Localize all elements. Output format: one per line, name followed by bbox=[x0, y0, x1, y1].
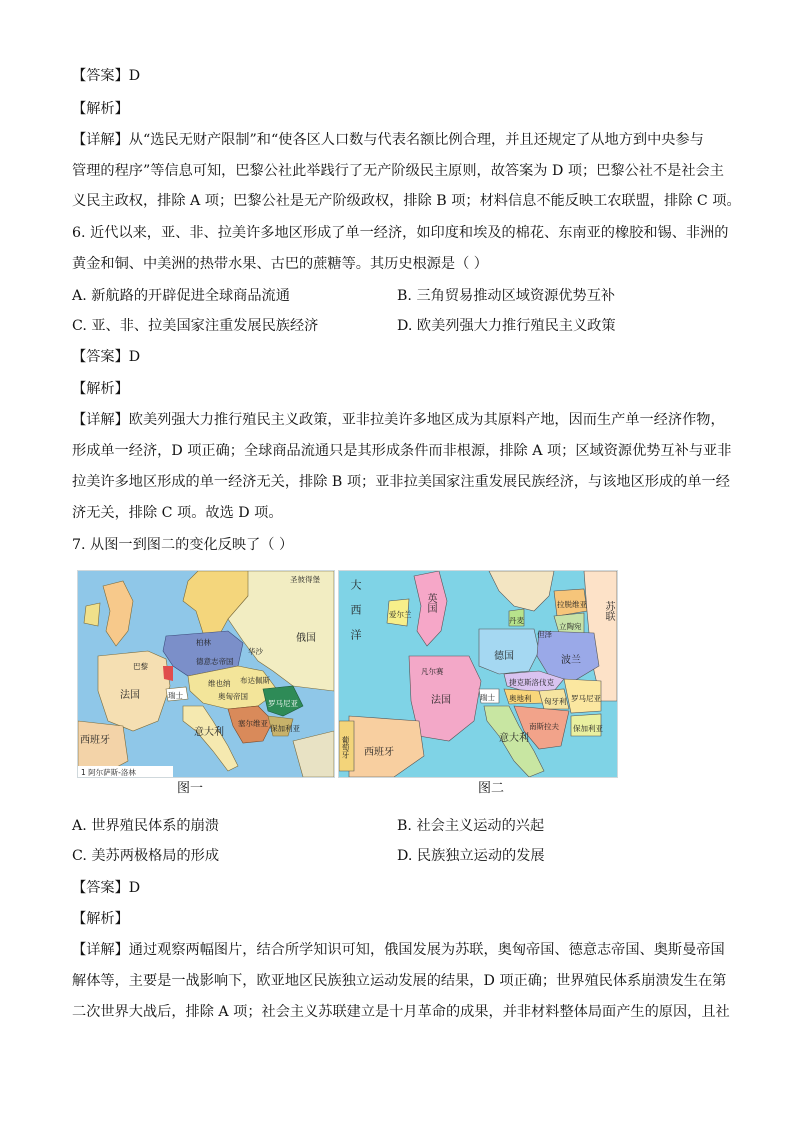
q5-detail-line: 义民主政权，排除 A 项；巴黎公社是无产阶级政权，排除 B 项；材料信息不能反映工农联盟，排除 C 项。 bbox=[72, 193, 741, 209]
q5-detail-line: 管理的程序”等信息可知，巴黎公社此举践行了无产阶级民主原则，故答案为 D 项；巴黎公社不是社会主 bbox=[72, 163, 724, 179]
map1-label: 罗马尼亚 bbox=[268, 699, 298, 708]
map2-label: 大西洋 bbox=[349, 579, 362, 654]
q6-detail-line: 济无关，排除 C 项。故选 D 项。 bbox=[72, 505, 283, 521]
map1-label: 俄国 bbox=[296, 633, 316, 644]
map1-caption: 图一 bbox=[177, 781, 204, 796]
q6-option-b: B. 三角贸易推动区域资源优势互补 bbox=[397, 288, 616, 304]
map1-label: 法国 bbox=[120, 690, 140, 701]
q7-option-b: B. 社会主义运动的兴起 bbox=[397, 818, 545, 834]
q7-option-a: A. 世界殖民体系的崩溃 bbox=[72, 818, 219, 834]
q6-stem-line: 黄金和铜、中美洲的热带水果、古巴的蔗糖等。其历史根源是（ ） bbox=[72, 256, 488, 272]
map1-label: 奥匈帝国 bbox=[218, 692, 248, 701]
map2-caption: 图二 bbox=[478, 781, 505, 796]
q6-detail-line: 形成单一经济，D 项正确；全球商品流通只是其形成条件而非根源，排除 A 项；区域资源优势互补与亚非 bbox=[72, 443, 732, 459]
q7-stem: 7. 从图一到图二的变化反映了（ ） bbox=[72, 537, 294, 553]
map2-label: 瑞士 bbox=[480, 693, 495, 702]
q6-detail-line: 拉美许多地区形成的单一经济无关，排除 B 项；亚非拉美国家注重发展民族经济，与该地区形成的单一经 bbox=[72, 474, 730, 490]
map2-label: 法国 bbox=[431, 695, 451, 706]
q6-option-d: D. 欧美列强大力推行殖民主义政策 bbox=[397, 318, 616, 334]
map1-label: 华沙 bbox=[248, 647, 263, 656]
q5-detail-line: 【详解】从“选民无财产限制”和“使各区人口数与代表名额比例合理，并且还规定了从地方到中央参与 bbox=[72, 132, 704, 148]
map1-label: 巴黎 bbox=[133, 662, 148, 671]
map2-label: 拉脱维亚 bbox=[557, 600, 587, 609]
map1-legend: 1 阿尔萨斯-洛林 bbox=[81, 768, 136, 777]
q5-answer: 【答案】D bbox=[72, 68, 141, 84]
map2-label: 保加利亚 bbox=[573, 724, 603, 733]
map2-label: 罗马尼亚 bbox=[571, 694, 601, 703]
map2-label: 波兰 bbox=[561, 655, 581, 666]
map2-label: 德国 bbox=[494, 651, 514, 662]
map-figure-two bbox=[338, 570, 618, 778]
q6-analysis-label: 【解析】 bbox=[72, 381, 129, 397]
q6-option-a: A. 新航路的开辟促进全球商品流通 bbox=[72, 288, 290, 304]
map2-label: 但泽 bbox=[537, 630, 552, 639]
q7-detail-line: 二次世界大战后，排除 A 项；社会主义苏联建立是十月革命的成果，并非材料整体局面产生的原因，且社 bbox=[72, 1004, 730, 1020]
map1-label: 布达佩斯 bbox=[240, 676, 270, 685]
q7-detail-line: 解体等，主要是一战影响下，欧亚地区民族独立运动发展的结果，D 项正确；世界殖民体系崩溃发生在第 bbox=[72, 973, 727, 989]
map1-label: 塞尔维亚 bbox=[238, 719, 268, 728]
map2-label: 南斯拉夫 bbox=[529, 722, 559, 731]
q7-option-c: C. 美苏两极格局的形成 bbox=[72, 848, 220, 864]
map-one-graphic bbox=[78, 571, 334, 777]
map2-label: 爱尔兰 bbox=[389, 610, 412, 619]
q5-analysis-label: 【解析】 bbox=[72, 101, 129, 117]
map1-label: 维也纳 bbox=[208, 679, 231, 688]
map2-label: 丹麦 bbox=[509, 616, 524, 625]
map2-label: 英国 bbox=[425, 593, 436, 613]
map2-label: 苏联 bbox=[603, 601, 614, 621]
q7-detail-line: 【详解】通过观察两幅图片，结合所学知识可知，俄国发展为苏联，奥匈帝国、德意志帝国、奥斯曼帝国 bbox=[72, 942, 725, 958]
map1-label: 瑞士 bbox=[168, 691, 183, 700]
q7-answer: 【答案】D bbox=[72, 880, 141, 896]
map2-label: 葡萄牙 bbox=[341, 736, 350, 759]
q7-analysis-label: 【解析】 bbox=[72, 911, 129, 927]
map1-label: 柏林 bbox=[196, 638, 211, 647]
map1-label: 意大利 bbox=[194, 727, 224, 738]
map1-label: 圣彼得堡 bbox=[290, 575, 320, 584]
q6-answer: 【答案】D bbox=[72, 349, 141, 365]
map2-label: 匈牙利 bbox=[544, 697, 567, 706]
q6-detail-line: 【详解】欧美列强大力推行殖民主义政策，亚非拉美许多地区成为其原料产地，因而生产单一经济作物， bbox=[72, 412, 725, 428]
q7-option-d: D. 民族独立运动的发展 bbox=[397, 848, 545, 864]
map-figure-one bbox=[77, 570, 335, 778]
map2-label: 奥地利 bbox=[509, 694, 532, 703]
map1-label: 保加利亚 bbox=[270, 724, 300, 733]
q6-stem-line: 6. 近代以来，亚、非、拉美许多地区形成了单一经济，如印度和埃及的棉花、东南亚的橡胶和锡、非洲的 bbox=[72, 225, 729, 241]
map2-label: 立陶宛 bbox=[559, 622, 582, 631]
q6-option-c: C. 亚、非、拉美国家注重发展民族经济 bbox=[72, 318, 319, 334]
map1-label: 西班牙 bbox=[80, 735, 110, 746]
map2-label: 意大利 bbox=[499, 733, 529, 744]
map2-label: 西班牙 bbox=[364, 747, 394, 758]
map2-label: 捷克斯洛伐克 bbox=[509, 678, 554, 687]
map2-label: 凡尔赛 bbox=[421, 667, 444, 676]
map1-label: 德意志帝国 bbox=[196, 657, 234, 666]
